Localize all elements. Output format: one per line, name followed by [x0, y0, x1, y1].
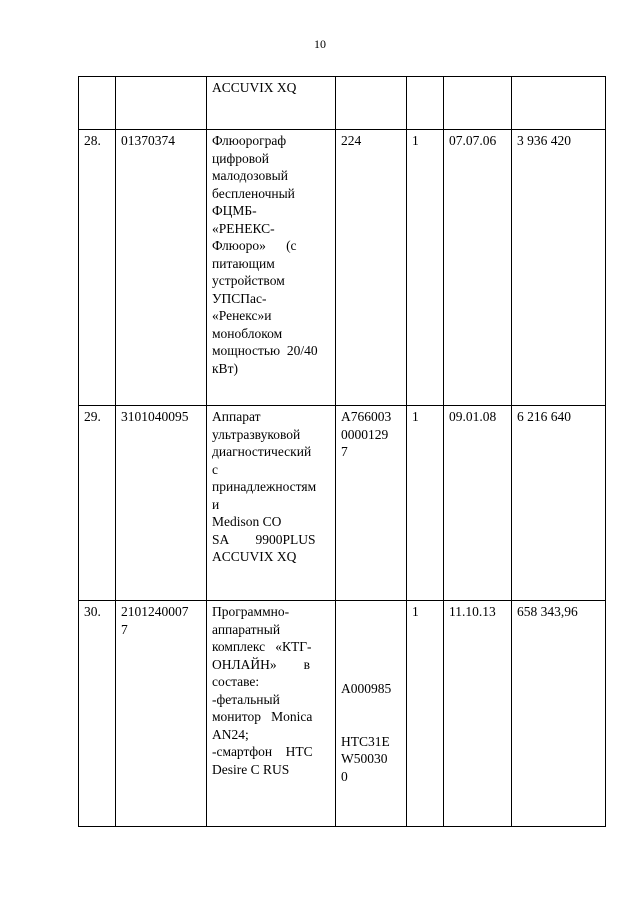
cell-name [207, 130, 336, 406]
name-line: «Ренекс»и [212, 308, 272, 323]
serial-line: A766003 [341, 409, 392, 424]
name-line: питающим [212, 255, 275, 271]
cell-date: 09.01.08 [444, 406, 512, 601]
cell-cost: 3 936 420 [512, 130, 606, 406]
name-line: Флюоро» (с [212, 238, 297, 253]
table-row [79, 406, 606, 601]
name-line: AN24; [212, 726, 249, 742]
name-line: беспленочный [212, 185, 295, 201]
name-line: -фетальный [212, 691, 280, 707]
cell-qty: 1 [407, 406, 444, 601]
name-line: диагностический [212, 444, 312, 459]
name-line: ФЦМБ- [212, 203, 257, 218]
cell-date: 11.10.13 [444, 601, 512, 827]
cell-name [207, 77, 336, 130]
name-line: «РЕНЕКС- [212, 220, 275, 236]
cell-serial [336, 406, 407, 601]
name-line: ACCUVIX XQ [212, 80, 297, 95]
name-line: монитор Monica [212, 709, 313, 724]
name-line: ОНЛАЙН» в [212, 656, 311, 672]
cell-serial [336, 130, 407, 406]
name-line: составе: [212, 674, 260, 689]
table-row [79, 601, 606, 827]
cell-name [207, 601, 336, 827]
name-line: малодозовый [212, 168, 288, 183]
code-line: 2101240007 [121, 604, 189, 619]
cell-code: 3101040095 [116, 406, 207, 601]
name-line: с [212, 461, 218, 477]
cell-num [79, 77, 116, 130]
name-line: ACCUVIX XQ [212, 549, 297, 564]
serial-line: W50030 [341, 751, 388, 766]
cell-cost [512, 77, 606, 130]
page-number: 10 [314, 37, 326, 51]
cell-num: 29. [79, 406, 116, 601]
name-line: устройством [212, 273, 285, 288]
serial-line: 224 [341, 133, 362, 148]
cell-cost: 658 343,96 [512, 601, 606, 827]
name-line: -смартфон HTC [212, 744, 313, 759]
name-line: Аппарат [212, 409, 261, 424]
cell-qty: 1 [407, 130, 444, 406]
name-line: Программно- [212, 604, 290, 619]
code-line: 7 [121, 621, 128, 637]
name-line: комплекс «КТГ- [212, 639, 312, 654]
name-line: ультразвуковой [212, 426, 301, 442]
cell-name [207, 406, 336, 601]
table-row [79, 77, 606, 130]
name-line: моноблоком [212, 325, 283, 341]
cell-date: 07.07.06 [444, 130, 512, 406]
name-line: УПСПас- [212, 290, 267, 306]
inventory-table [78, 76, 606, 827]
cell-serial [336, 601, 407, 827]
name-line: аппаратный [212, 621, 281, 637]
serial-line: 0 [341, 768, 348, 784]
serial-line: HTC31E [341, 733, 390, 749]
serial-line: 0000129 [341, 426, 389, 442]
name-line: цифровой [212, 150, 269, 166]
cell-date [444, 77, 512, 130]
cell-code: 01370374 [116, 130, 207, 406]
name-line: принадлежностям [212, 479, 317, 494]
cell-num: 30. [79, 601, 116, 827]
name-line: кВт) [212, 360, 238, 376]
cell-code [116, 601, 207, 827]
name-line: и [212, 496, 220, 512]
serial-line: A000985 [341, 681, 392, 696]
cell-num: 28. [79, 130, 116, 406]
name-line: Medison CO [212, 514, 282, 529]
name-line: Desire C RUS [212, 761, 290, 777]
name-line: мощностью 20/40 [212, 343, 318, 358]
cell-cost: 6 216 640 [512, 406, 606, 601]
cell-code [116, 77, 207, 130]
name-line: Флюорограф [212, 133, 287, 148]
cell-qty [407, 77, 444, 130]
name-line: SA 9900PLUS [212, 531, 316, 547]
cell-qty: 1 [407, 601, 444, 827]
serial-line: 7 [341, 444, 348, 459]
table-row [79, 130, 606, 406]
cell-serial [336, 77, 407, 130]
